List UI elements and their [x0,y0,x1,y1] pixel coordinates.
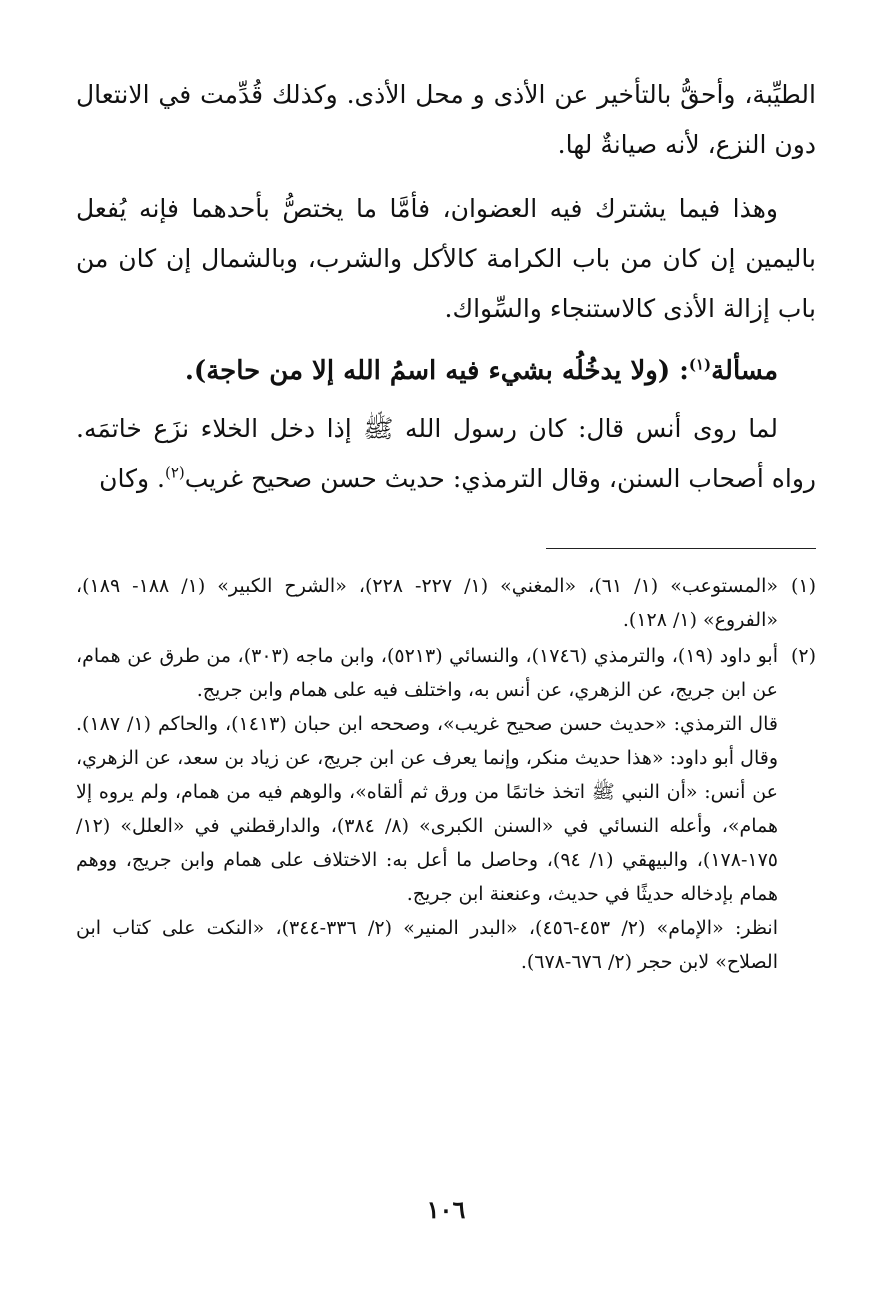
paragraph-3-tail: . وكان [99,464,165,493]
paragraph-3 [76,404,816,504]
main-text [76,70,816,504]
footnote-separator [546,548,816,549]
footnote-text: أبو داود (١٩)، والترمذي (١٧٤٦)، والنسائي (٥٢١٣)، وابن ماجه (٣٠٣)، من طرق عن همام، عن ابن جريج، عن الزهري، عن أنس به، واختلف فيه على همام وابن جريج. [76,645,778,701]
issue-heading [76,344,816,398]
footnote-1 [76,569,816,637]
paragraph-1: الطيِّبة، وأحقُّ بالتأخير عن الأذى و محل الأذى. وكذلك قُدِّمت في الانتعال دون النزع، لأنه صيانةٌ لها. [76,80,816,159]
paragraph-2: وهذا فيما يشترك فيه العضوان، فأمَّا ما يختصُّ بأحدهما فإنه يُفعل باليمين إن كان من باب الكرامة كالأكل والشرب، وبالشمال إن كان من باب إزالة الأذى كالاستنجاء والسِّواك. [76,194,816,323]
footnotes [76,569,816,979]
footnote-text: «المستوعب» (١/ ٦١)، «المغني» (١/ ٢٢٧- ٢٢٨)، «الشرح الكبير» (١/ ١٨٨- ١٨٩)، «الفروع» (١/ ١٢٨). [76,575,779,631]
footnote-text: قال الترمذي: «حديث حسن صحيح غريب»، وصححه ابن حبان (١٤١٣)، والحاكم (١/ ١٨٧). وقال أبو داود: «هذا حديث منكر، وإنما يعرف عن ابن جريج، عن زياد بن سعد، عن الزهري، عن أنس: «أن النبي ﷺ اتخذ خاتمًا من ورق ثم ألقاه»، والوهم فيه من همام، ولم يروه إلا همام»، وأعله النسائي في «السنن الكبرى» (٨/ ٣٨٤)، والدارقطني في «العلل» (١٢/ ١٧٥-١٧٨)، والبيهقي (١/ ٩٤)، وحاصل ما أعل به: الاختلاف على همام وابن جريج، ووهم همام بإدخاله حديثًا في حديث، وعنعنة ابن جريج. [76,713,779,905]
footnote-ref-1: (١) [688,355,712,374]
heading-label: مسألة [711,356,778,386]
heading-text: : (ولا يدخُلُه بشيء فيه اسمُ الله إلا من حاجة). [184,356,689,386]
paragraph-3-text: لما روى أنس قال: كان رسول الله ﷺ إذا دخل الخلاء نزَع خاتمَه. رواه أصحاب السنن، وقال الترمذي: حديث حسن صحيح غريب [76,414,816,493]
footnote-2 [76,639,816,979]
footnote-number: (٢) [790,645,816,667]
footnote-text: انظر: «الإمام» (٢/ ٤٥٣-٤٥٦)، «البدر المنير» (٢/ ٣٣٦-٣٤٤)، «النكت على كتاب ابن الصلاح» لابن حجر (٢/ ٦٧٦-٦٧٨). [76,917,778,973]
footnote-ref-2: (٢) [164,463,185,482]
footnote-body [76,639,778,979]
footnote-body [76,569,778,637]
book-page [76,70,816,1260]
page-number: ١٠٦ [426,1195,466,1224]
footnote-number: (١) [790,575,816,597]
